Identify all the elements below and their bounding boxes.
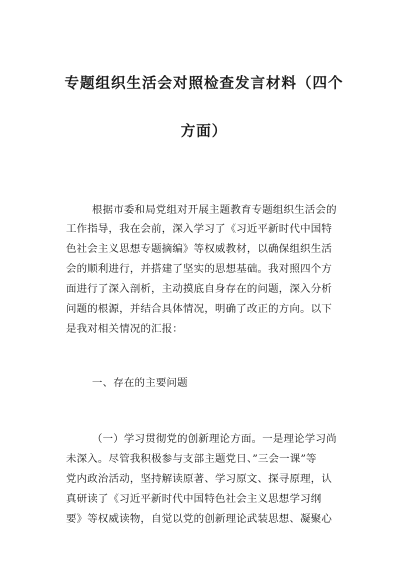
paragraph-1-line-1: 根据市委和局党组对开展主题教育专题组织生活会的 [92,204,337,216]
paragraph-2-line-3: 党内政治活动，坚持解读原著、学习原文、探寻原理，认 [66,473,333,485]
paragraph-1-line-4: 会的顺利进行，并搭建了坚实的思想基础。我对照四个方 [66,263,333,275]
document-title-line-1: 专题组织生活会对照检查发言材料（四个 [64,75,344,92]
section-heading: 一、存在的主要问题 [92,377,188,389]
paragraph-2-line-2: 未深入。尽管我积极参与支部主题党日、”三会一课”等 [66,453,317,465]
paragraph-1-line-3: 色社会主义思想专题摘编》等权威教材，以确保组织生活 [66,243,333,255]
paragraph-1-line-2: 工作指导，我在会前，深入学习了《习近平新时代中国特 [66,223,333,235]
paragraph-2-line-1: （一）学习贯彻党的创新理论方面。一是理论学习尚 [92,433,337,445]
paragraph-1-line-6: 问题的根源，并结合具体情况，明确了改正的方向。以下 [66,303,333,315]
paragraph-1-line-5: 面进行了深入剖析，主动摸底自身存在的问题，深入分析 [66,283,333,295]
paragraph-2-line-5: 要》等权威读物，自觉以党的创新理论武装思想、凝聚心 [66,513,333,525]
paragraph-2-line-4: 真研读了《习近平新时代中国特色社会主义思想学习纲 [66,493,322,505]
document-title-line-2: 方面） [180,123,228,140]
paragraph-1-line-7: 是我对相关情况的汇报： [66,323,184,335]
